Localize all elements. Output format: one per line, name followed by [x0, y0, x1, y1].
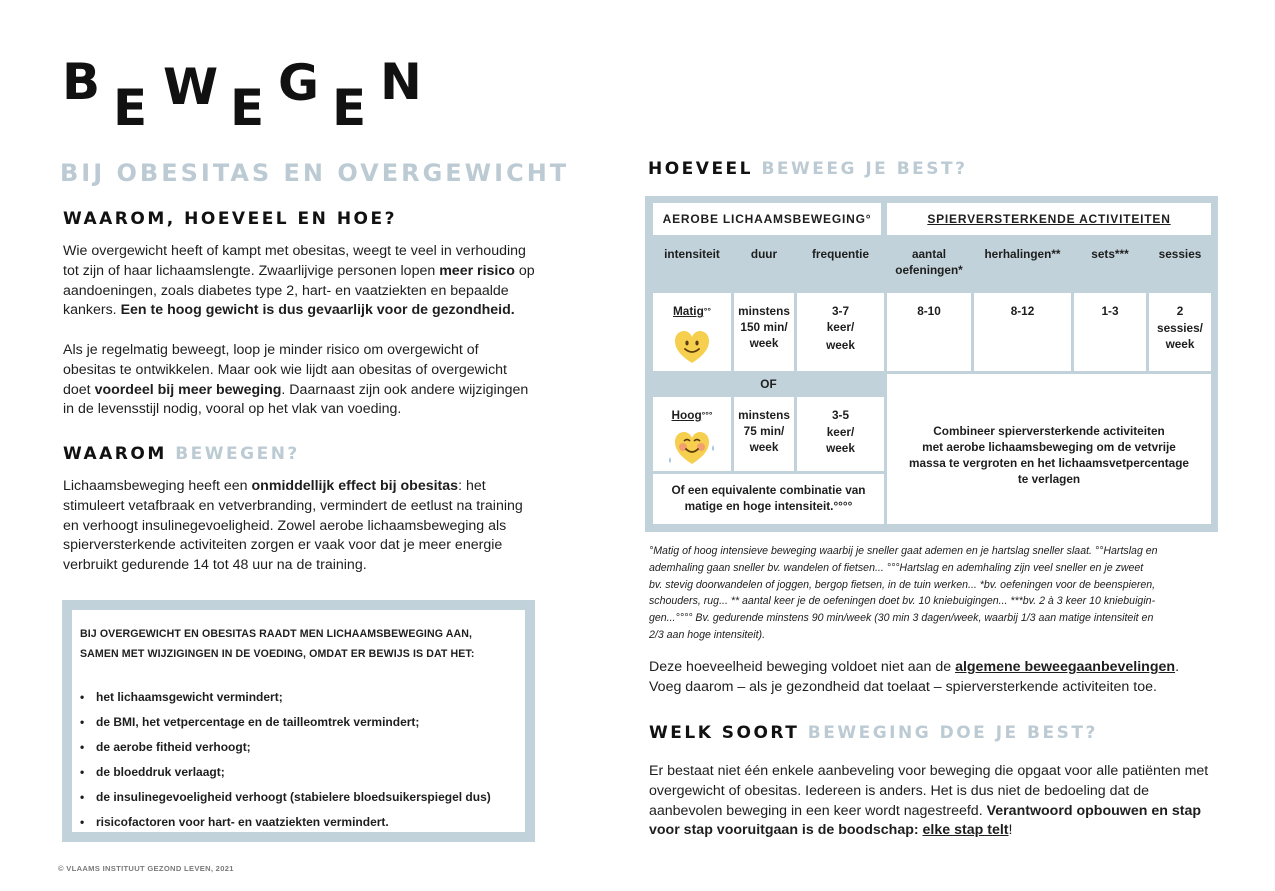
title-letter: E — [230, 79, 265, 137]
box-intro — [80, 624, 520, 664]
footnote-line: schouders, rug... ** aantal keer je de oefeningen doet bv. 10 kniebuigingen... ***bv. 2 à 3 keer 10 kniebuigin- — [649, 595, 1156, 608]
every-step-counts-link[interactable]: elke stap telt — [922, 822, 1009, 839]
paragraph: Deze hoeveelheid beweging voldoet niet aan de algemene beweegaanbevelingen. Voeg daarom – als je gezondheid dat toelaat – spierversterkende activiteiten toe. — [649, 659, 1180, 695]
title-letter: N — [380, 53, 422, 111]
section-heading: WAAROM BEWEGEN? — [63, 444, 300, 464]
paragraph: Wie overgewicht heeft of kampt met obesitas, weegt te veel in verhouding tot zijn of haar lichaamslengte. Zwaarlijvige personen lopen meer risico op aandoeningen, zoals diabetes type 2, hart- en vaatziekten en bepaalde kankers. Een te hoog gewicht is dus gevaarlijk voor de gezondheid. — [63, 243, 535, 319]
copyright: © VLAAMS INSTITUUT GEZOND LEVEN, 2021 — [58, 864, 234, 873]
smiley-icon — [673, 329, 711, 365]
section-heading: WAAROM, HOEVEEL EN HOE? — [63, 209, 397, 229]
footnote — [649, 543, 1214, 644]
or-separator: OF — [653, 374, 884, 394]
footnote-line: °Matig of hoog intensieve beweging waarbij je sneller gaat ademen en je hartslag sneller slaat. °°Hartslag en — [649, 545, 1158, 557]
list-item: • de BMI, het vetpercentage en de tailleomtrek vermindert; — [80, 715, 420, 729]
list-item: • risicofactoren voor hart- en vaatziekten vermindert. — [80, 815, 389, 829]
list-item: • de aerobe fitheid verhoogt; — [80, 740, 251, 754]
column-header: sessies — [1149, 238, 1211, 290]
table-cell-equivalent: Of een equivalente combinatie van matige en hoge intensiteit.°°°° — [653, 474, 884, 524]
guidelines-link[interactable]: algemene beweegaanbevelingen — [955, 659, 1176, 675]
column-header: sets*** — [1074, 238, 1146, 290]
table-header-aerobe: AEROBE LICHAAMSBEWEGING° — [653, 203, 881, 235]
title-letter: E — [332, 79, 367, 137]
table-cell: 8-12 — [974, 293, 1071, 371]
title-letter: W — [163, 58, 219, 116]
paragraph: Er bestaat niet één enkele aanbeveling voor beweging die opgaat voor alle patiënten met overgewicht of obesitas. Iedereen is anders. Het is dus niet de bedoeling dat de aanbevolen beweging in een keer wordt nagestreefd. Verantwoord opbouwen en stap voor stap vooruitgaan is de boodschap: elke stap telt! — [649, 763, 1209, 839]
footnote-line: ademhaling gaan sneller bv. wandelen of fietsen... °°°Hartslag en ademhaling zijn veel sneller en je zweet — [649, 561, 1144, 574]
list-item: • de insulinegevoeligheid verhoogt (stabielere bloedsuikerspiegel dus) — [80, 790, 491, 804]
table-cell: 8-10 — [887, 293, 971, 371]
list-item: • de bloeddruk verlaagt; — [80, 765, 225, 779]
recommendation-box — [62, 600, 535, 842]
column-header: herhalingen** — [974, 238, 1071, 290]
table-cell-matig: Matig°° — [653, 293, 731, 371]
subtitle: BIJ OBESITAS EN OVERGEWICHT — [60, 159, 570, 187]
sweating-smiley-icon — [665, 427, 719, 467]
column-header: frequentie — [797, 238, 884, 290]
table-cell: minstens 150 min/ week — [734, 293, 794, 371]
column-header: aantal oefeningen* — [887, 238, 971, 290]
benefit-list — [80, 685, 530, 835]
title-letter: E — [113, 79, 148, 137]
table-header-spier: SPIERVERSTERKENDE ACTIVITEITEN — [887, 203, 1211, 235]
column-header: duur — [734, 238, 794, 290]
list-item: • het lichaamsgewicht vermindert; — [80, 690, 283, 704]
title-letter: G — [278, 54, 320, 112]
table-cell-hoog: Hoog°°° — [653, 397, 731, 471]
paragraph: Lichaamsbeweging heeft een onmiddellijk effect bij obesitas: het stimuleert vetafbraak en vetverbranding, vermindert de eetlust na training en verhoogt insulinegevoeligheid. Zowel aerobe lichaamsbeweging als spierversterkende activiteiten zorgen er vaak voor dat je meer energie verbruikt gedurende 14 tot 48 uur na de training. — [63, 478, 523, 574]
column-header: intensiteit — [653, 238, 731, 290]
section-heading: WELK SOORT BEWEGING DOE JE BEST? — [649, 723, 1098, 743]
footnote-line: gen...°°°° Bv. gedurende minstens 90 min/week (30 min 3 dagen/week, waarbij 1/3 aan matige intensiteit en — [649, 612, 1154, 625]
title-letter: B — [62, 53, 101, 111]
paragraph: Als je regelmatig beweegt, loop je minder risico om overgewicht of obesitas te ontwikkelen. Maar ook wie lijdt aan obesitas of overgewicht doet voordeel bij meer beweging. Daarnaast zijn ook andere wijzigingen in de levensstijl nodig, vooral op het vlak van voeding. — [63, 342, 529, 418]
footnote-line: 2/3 aan hoge intensiteit). — [649, 628, 766, 641]
box-intro-line: BIJ OVERGEWICHT EN OBESITAS RAADT MEN LICHAAMSBEWEGING AAN, — [80, 628, 472, 640]
table-cell: 1-3 — [1074, 293, 1146, 371]
table-cell: 3-5 keer/ week — [797, 397, 884, 471]
table-cell-combineer: Combineer spierversterkende activiteiten met aerobe lichaamsbeweging om de vetvrije massa te vergroten en het lichaamsvetpercentage te verlagen — [887, 374, 1211, 524]
table-cell: 3-7 keer/ week — [797, 293, 884, 371]
footnote-line: bv. stevig doorwandelen of joggen, bergop fietsen, in de tuin werken... *bv. oefeningen voor de beenspieren, — [649, 578, 1156, 591]
table-cell: minstens 75 min/ week — [734, 397, 794, 471]
section-heading: HOEVEEL BEWEEG JE BEST? — [648, 159, 968, 179]
table-cell: 2 sessies/ week — [1149, 293, 1211, 371]
box-intro-line: SAMEN MET WIJZIGINGEN IN DE VOEDING, OMDAT ER BEWIJS IS DAT HET: — [80, 648, 475, 660]
